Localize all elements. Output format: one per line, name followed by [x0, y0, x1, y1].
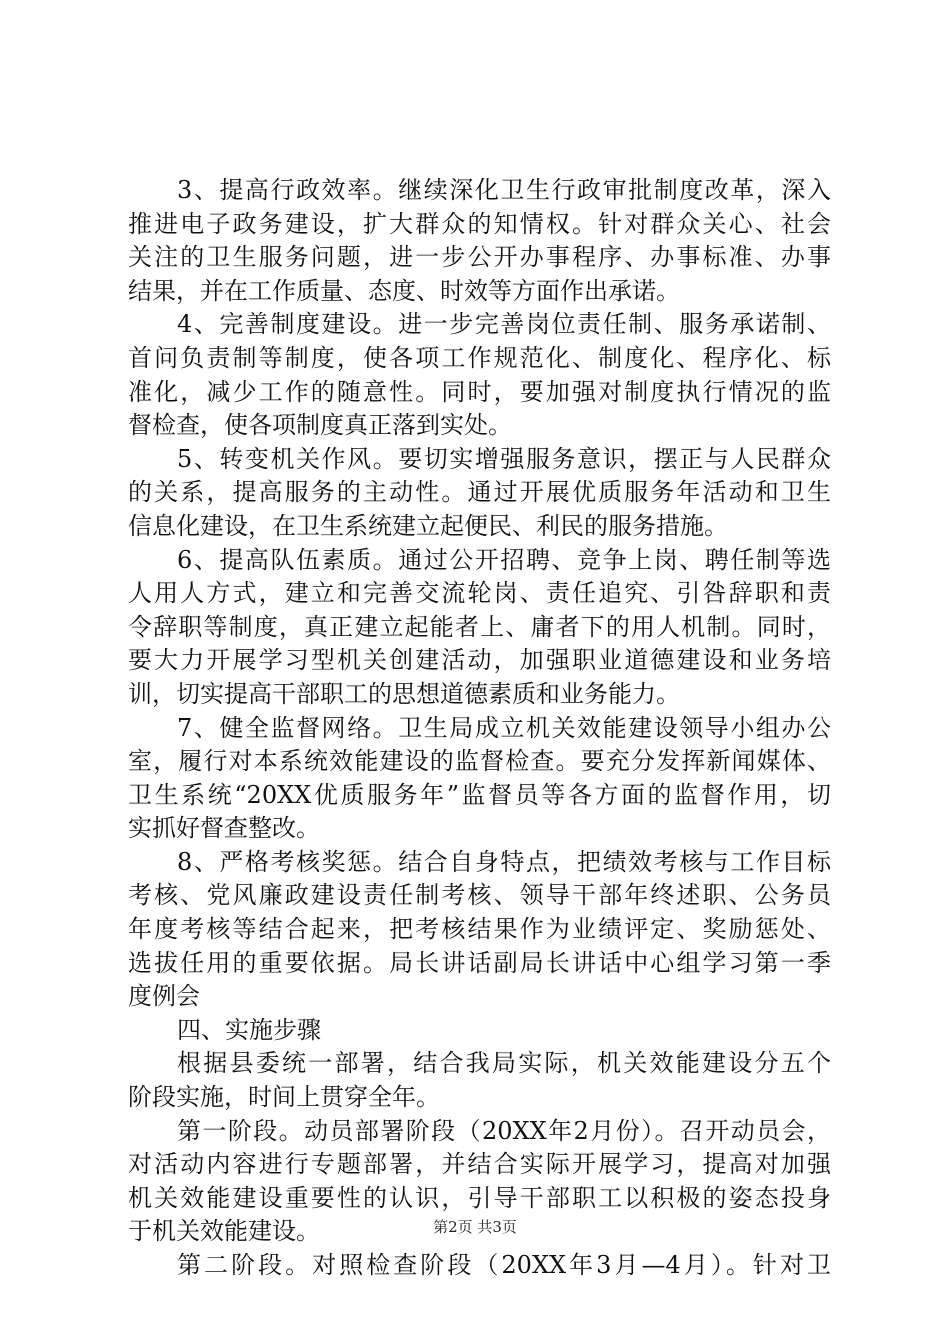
text-line: 信息化建设，在卫生系统建立起便民、利民的服务措施。	[128, 511, 728, 540]
text-line: 关注的卫生服务问题，进一步公开办事程序、办事标准、办事	[128, 243, 831, 272]
text-line: 根据县委统一部署，结合我局实际，机关效能建设分五个	[177, 1049, 831, 1078]
text-line: 选拔任用的重要依据。局长讲话副局长讲话中心组学习第一季	[128, 948, 831, 977]
text-line: 要大力开展学习型机关创建活动，加强职业道德建设和业务培	[128, 646, 831, 675]
text-line: 年度考核等结合起来，把考核结果作为业绩评定、奖励惩处、	[128, 915, 831, 944]
text-line: 阶段实施，时间上贯穿全年。	[128, 1083, 440, 1112]
text-line: 督检查，使各项制度真正落到实处。	[128, 411, 512, 440]
text-line: 7、健全监督网络。卫生局成立机关效能建设领导小组办公	[177, 713, 831, 742]
text-line: 首问负责制等制度，使各项工作规范化、制度化、程序化、标	[128, 343, 831, 372]
text-line: 机关效能建设重要性的认识，引导干部职工以积极的姿态投身	[128, 1183, 831, 1212]
text-line: 第一阶段。动员部署阶段（20XX年2月份）。召开动员会，	[177, 1116, 831, 1145]
text-line: 实抓好督查整改。	[128, 814, 320, 843]
text-line: 4、完善制度建设。进一步完善岗位责任制、服务承诺制、	[177, 310, 831, 339]
text-line: 卫生系统“20XX优质服务年”监督员等各方面的监督作用，切	[128, 780, 831, 809]
text-line: 第二阶段。对照检查阶段（20XX年3月—4月）。针对卫	[177, 1251, 831, 1279]
text-line: 对活动内容进行专题部署，并结合实际开展学习，提高对加强	[128, 1150, 831, 1179]
text-line: 考核、党风廉政建设责任制考核、领导干部年终述职、公务员	[128, 881, 831, 910]
text-line: 室，履行对本系统效能建设的监督检查。要充分发挥新闻媒体、	[128, 747, 831, 776]
text-line: 令辞职等制度，真正建立起能者上、庸者下的用人机制。同时，	[128, 612, 831, 641]
text-line: 5、转变机关作风。要切实增强服务意识，摆正与人民群众	[177, 444, 831, 473]
document-body	[128, 174, 831, 1283]
text-line: 6、提高队伍素质。通过公开招聘、竞争上岗、聘任制等选	[177, 545, 831, 574]
text-line: 四、实施步骤	[177, 1015, 321, 1044]
text-line: 训，切实提高干部职工的思想道德素质和业务能力。	[128, 679, 680, 708]
text-line: 推进电子政务建设，扩大群众的知情权。针对群众关心、社会	[128, 209, 831, 238]
text-line: 度例会	[128, 982, 200, 1011]
page-footer: 第2页 共3页	[433, 1218, 517, 1236]
text-line: 人用人方式，建立和完善交流轮岗、责任追究、引咎辞职和责	[128, 579, 831, 608]
text-line: 于机关效能建设。	[128, 1217, 320, 1246]
text-line: 8、严格考核奖惩。结合自身特点，把绩效考核与工作目标	[177, 847, 831, 876]
text-line: 的关系，提高服务的主动性。通过开展优质服务年活动和卫生	[128, 478, 831, 507]
text-line: 结果，并在工作质量、态度、时效等方面作出承诺。	[128, 276, 680, 305]
text-line: 3、提高行政效率。继续深化卫生行政审批制度改革，深入	[177, 176, 831, 204]
text-line: 准化，减少工作的随意性。同时，要加强对制度执行情况的监	[128, 377, 831, 406]
